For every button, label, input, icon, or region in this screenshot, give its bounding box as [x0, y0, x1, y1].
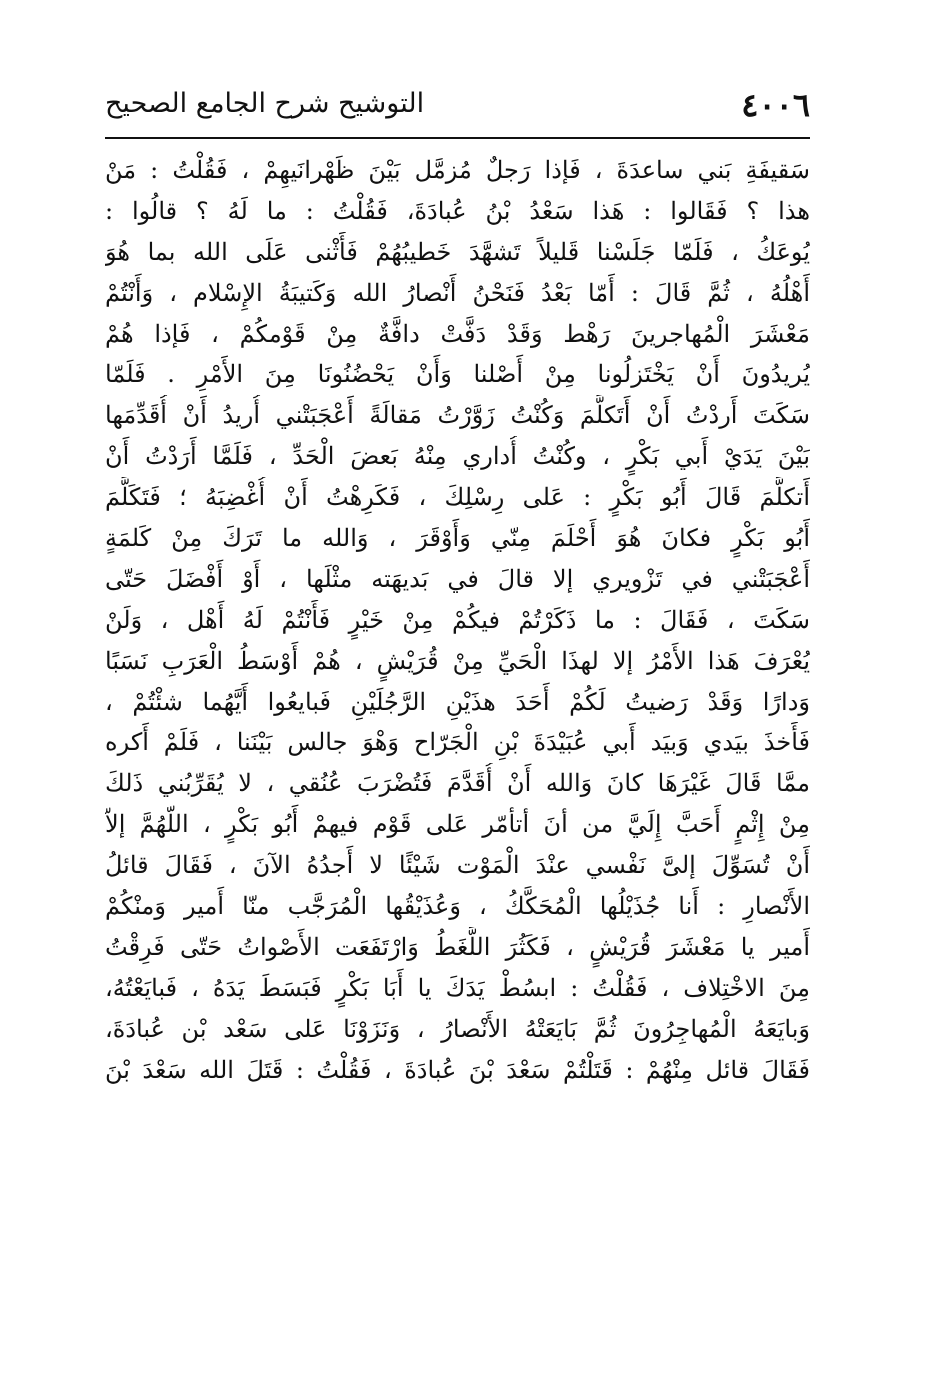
- text-line: أَعْجَبَتْني في تَزْويري إلا قالَ في بَديهَته مثْلَها ، أَوْ أَفْضَلَ حَتّى: [105, 564, 810, 593]
- body-text: [105, 150, 810, 1090]
- text-line: فَقَالَ قائل مِنْهُمْ : قَتَلْتُمْ سَعْدَ بْنَ عُبادَةَ ، فَقُلْتُ : قَتَلَ الله سَعْدَ بْنَ: [105, 1055, 810, 1084]
- text-line: وَبايَعَهُ الْمُهاجِرُونَ ثُمَّ بَايَعَتْهُ الأَنْصارُ ، وَنَزَوْنَا عَلى سَعْد بْن عُبادَةَ،: [105, 1014, 810, 1043]
- running-title: التوشيح شرح الجامع الصحيح: [105, 88, 425, 119]
- text-line: أَمير يا مَعْشَرَ قُرَيْشٍ ، فَكَثُرَ اللَّغَطُ وَارْتَفَعَت الأَصْواتُ حَتّى فَرِقْتُ: [105, 932, 810, 961]
- text-line: سَكَتَ ، فَقَالَ : ما ذَكَرْتُمْ فيكُمْ مِنْ خَيْرٍ فَأَنْتُمْ لَهُ أَهْل ، وَلَنْ: [105, 605, 810, 634]
- text-line: مِنَ الاخْتِلاف ، فَقُلْتُ : ابسُطْ يَدَكَ يا أَبَا بَكْرٍ فَبَسَطَ يَدَهُ ، فَبايَعْتُهُ،: [105, 973, 810, 1002]
- text-line: سَكَتَ أَردْتُ أَنْ أَتَكلَّمَ وَكُنْتُ زَوَّرْتُ مَقالَةً أَعْجَبَتْني أُريدُ أَنْ أُقَدِّمَها: [105, 401, 810, 430]
- header-divider: [105, 137, 810, 139]
- text-line: يُريدُونَ أَنْ يَخْتَزلُونا مِنْ أَصْلنا وَأَنْ يَحْضُنُونَا مِنَ الأَمْرِ . فَلَمّا: [105, 360, 810, 389]
- text-line: يُوعَكُ ، فَلَمّا جَلَسْنا قَليلاً تَشهَّدَ خَطيبُهُمْ فَأَثْنى عَلَى الله بما هُوَ: [105, 237, 810, 266]
- text-line: هذا ؟ فَقَالوا : هَذا سَعْدُ بْنُ عُبادَةَ، فَقُلْتُ : ما لَهُ ؟ قالُوا :: [105, 196, 810, 225]
- text-line: سَقيفَةِ بَني ساعدَةَ ، فَإذا رَجلٌ مُزمَّل بَيْنَ ظَهْرانَيهِمْ ، فَقُلْتُ : مَنْ: [105, 156, 810, 184]
- page-header: [105, 78, 810, 128]
- text-line: ممَّا قَالَ غَيْرَهَا كانَ وَالله أَنْ أُقَدَّمَ فَتُضْرَبَ عُنُقي ، لا يُقَرِّبُني ذَلكَ: [105, 769, 810, 798]
- text-line: أَهْلُهُ ، ثُمَّ قَالَ : أَمّا بَعْدُ فَنَحْنُ أَنْصارُ الله وَكَتيبَةُ الإِسْلام ، وَأَنْتُمْ: [105, 278, 810, 307]
- text-line: مِنْ إِثْمٍ أَحَبَّ إِلَيَّ من أنَ أتأمّر عَلى قَوْم فيهمْ أَبُو بَكْرٍ ، اللّهُمَّ إلاّ: [105, 810, 810, 839]
- text-line: أَنْ تُسَوِّلَ إلىَّ نَفْسي عنْدَ الْمَوْت شَيْئًا لا أَجدُهُ الآنَ ، فَقَالَ قائلُ: [105, 851, 810, 880]
- text-line: مَعْشَرَ الْمُهاجرينَ رَهْط وَقَدْ دَفَّتْ دافَّةٌ مِنْ قَوْمكُمْ ، فَإذا هُمْ: [105, 319, 810, 348]
- text-line: فَأَخذَ بيَدي وَبيَد أَبي عُبَيْدَةَ بْنِ الْجَرّاح وَهْوَ جالس بَيْنَنا ، فَلَمْ أَكره: [105, 728, 810, 757]
- text-line: أَبُو بَكْرٍ فكانَ هُوَ أَحْلَمَ مِنّي وَأَوْقَرَ ، وَالله ما تَرَكَ مِنْ كَلمَةٍ: [105, 524, 810, 553]
- text-line: الأَنْصارِ : أَنا جُذَيْلُها الْمُحَكَّكُ ، وَعُذَيْقُها الْمُرَجَّب منّا أَمير وَمنْكُمْ: [105, 892, 810, 921]
- page-number: ٤٠٠٦: [741, 86, 810, 124]
- text-line: أَتكلَّمَ قَالَ أَبُو بَكْرٍ : عَلى رِسْلِكَ ، فَكَرِهْتُ أَنْ أُغْضِبَهُ ؛ فَتَكَلَّمَ: [105, 483, 810, 512]
- text-line: وَدارًا وَقَدْ رَضيتُ لَكُمْ أَحَدَ هذَيْنِ الرَّجُلَيْنِ فَبايعُوا أَيَّهُما شئْتُمْ ،: [105, 687, 810, 716]
- text-line: يُعْرَفَ هَذا الأَمْرُ إلا لهذَا الْحَيِّ مِنْ قُرَيْشٍ ، هُمْ أَوْسَطُ الْعَرَبِ نَسَبًا: [105, 646, 810, 675]
- text-line: بَيْنَ يَدَيْ أَبي بَكْرٍ ، وكُنْتُ أُداري مِنْهُ بَعضَ الْحَدِّ ، فَلَمَّا أَرَدْتُ أَنْ: [105, 442, 810, 471]
